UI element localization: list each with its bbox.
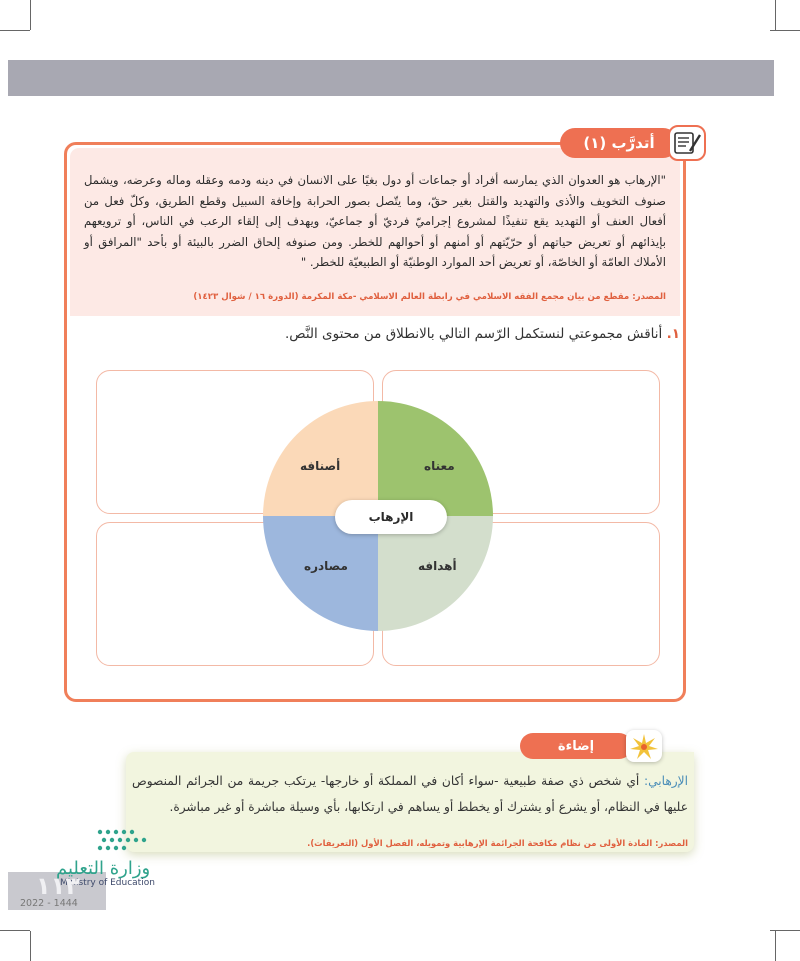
quadrant-label-bottom-left: مصادره	[304, 559, 348, 573]
light-definition: أي شخص ذي صفة طبيعية -سواء أكان في المملكة أو خارجها- يرتكب جريمة من الجرائم المنصوص عليها في النظام، أو يشرع أو يشترك أو يخطط أو يساهم في ارتكابها، بأي وسيلة مباشرة أو غير مباشرة.	[132, 774, 688, 814]
ministry-logo-dots	[96, 828, 166, 856]
quadrant-label-top-right: معناه	[424, 459, 455, 473]
crop-mark	[30, 0, 31, 30]
question-number: ١.	[666, 326, 680, 342]
page-number: ١١٣	[36, 872, 80, 900]
crop-mark	[770, 930, 800, 931]
crop-mark	[775, 0, 776, 30]
edition-year: 2022 - 1444	[20, 898, 78, 909]
crop-mark	[775, 931, 776, 961]
crop-mark	[0, 30, 30, 31]
light-badge	[520, 730, 670, 762]
ministry-name-ar: وزارة التعليم	[56, 858, 151, 879]
crop-mark	[30, 931, 31, 961]
quote-text: "الإرهاب هو العدوان الذي يمارسه أفراد أو جماعات أو دول بغيًا على الانسان في دينه ودمه وعقله وماله وعرضه، ويشمل صنوف التخويف والأذى والتهديد والقتل بغير حقّ، وما يتّصل بصور الحرابة وإخافة السبيل وقطع الطريق، وكلّ فعل من أفعال العنف أو التهديد يقع تنفيذًا لمشروع إجراميّ فرديّ أو جماعيّ، ويهدف إلى إلقاء الرعب في الناس، أو ترويعهم بإيذائهم أو تعريض حياتهم أو حرّيّتهم أو أمنهم أو أحوالهم للخطر. ومن صنوفه إلحاق الضرر بالبيئة أو بأحد "المرافق أو الأملاك العامّة أو الخاصّة، أو تعريض أحد الموارد الوطنيّة أو الطبيعيّة للخطر. "	[84, 173, 666, 270]
light-term: الإرهابي:	[643, 774, 688, 788]
quadrant-label-top-left: أصنافه	[300, 459, 341, 473]
light-source: المصدر: المادة الأولى من نظام مكافحة الجرائمة الإرهابية وتمويله، الفصل الأول (التعريفات).	[307, 838, 688, 848]
crop-mark	[770, 30, 800, 31]
question-text: أناقش مجموعتي لنستكمل الرّسم التالي بالانطلاق من محتوى النَّص.	[285, 326, 663, 342]
practice-badge-label: أتدرَّب (١)	[560, 128, 678, 158]
ministry-name-en: Ministry of Education	[60, 878, 155, 888]
header-band	[8, 60, 774, 96]
light-badge-label: إضاءة	[520, 733, 632, 759]
quadrant-label-bottom-right: أهدافه	[418, 559, 457, 573]
practice-badge	[560, 125, 708, 159]
light-text	[132, 768, 688, 820]
diagram-center-label: الإرهاب	[335, 500, 447, 534]
spark-icon	[626, 730, 662, 762]
notepad-pencil-icon	[668, 125, 706, 161]
quote-source: المصدر: مقطع من بيان مجمع الفقه الاسلامي في رابطة العالم الاسلامي -مكة المكرمة (الدورة ١٦ / شوال ١٤٢٣)	[193, 292, 666, 302]
crop-mark	[0, 930, 30, 931]
